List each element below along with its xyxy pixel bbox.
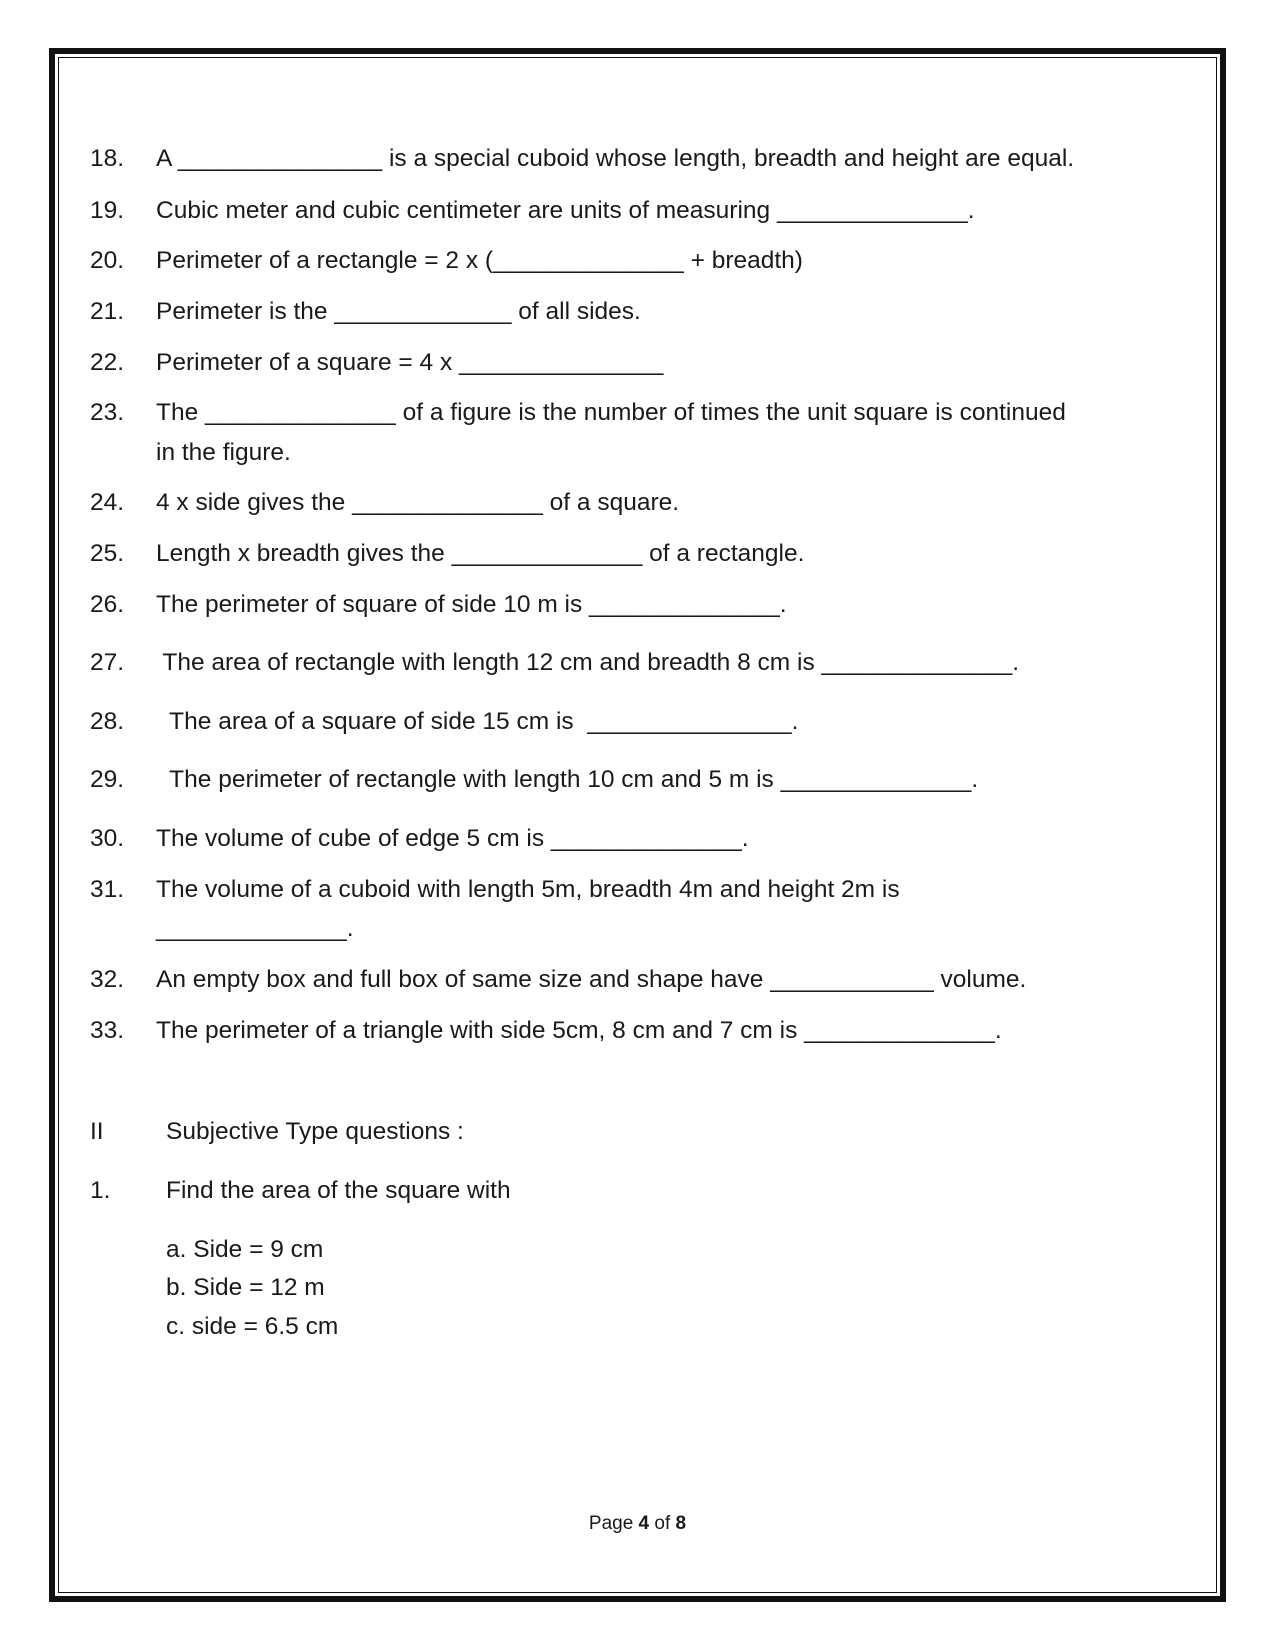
question-text: Perimeter of a rectangle = 2 x (______________ + breadth) <box>156 247 803 274</box>
section-numeral: II <box>90 1118 104 1145</box>
question-number: 20. <box>90 247 125 274</box>
question-text: Cubic meter and cubic centimeter are units of measuring ______________. <box>156 197 975 224</box>
question-text: An empty box and full box of same size and shape have ____________ volume. <box>156 966 1027 993</box>
question-text: A _______________ is a special cuboid whose length, breadth and height are equal. <box>156 145 1075 172</box>
question-number: 22. <box>90 349 125 376</box>
question-text-continued: in the figure. <box>156 439 291 466</box>
sub-part-c: c. side = 6.5 cm <box>166 1313 339 1340</box>
question-number: 32. <box>90 966 125 993</box>
question-number: 25. <box>90 540 125 567</box>
question-number: 18. <box>90 145 125 172</box>
question-text: The perimeter of rectangle with length 10 cm and 5 m is ______________. <box>156 766 979 793</box>
page-footer <box>0 1513 1275 1535</box>
question-text: Length x breadth gives the ______________ of a rectangle. <box>156 540 805 567</box>
question-number: 19. <box>90 197 125 224</box>
section-title: Subjective Type questions : <box>166 1118 464 1145</box>
question-number: 27. <box>90 649 125 676</box>
question-number: 28. <box>90 708 125 735</box>
question-number: 23. <box>90 399 125 426</box>
question-text: The perimeter of a triangle with side 5cm, 8 cm and 7 cm is ______________. <box>156 1017 1002 1044</box>
question-text-continued: ______________. <box>156 915 354 942</box>
question-text: 4 x side gives the ______________ of a square. <box>156 489 680 516</box>
sub-part-b: b. Side = 12 m <box>166 1274 325 1301</box>
question-number: 33. <box>90 1017 125 1044</box>
question-number: 24. <box>90 489 125 516</box>
footer-of: of <box>649 1513 676 1534</box>
question-text: The volume of cube of edge 5 cm is ______________. <box>156 825 749 852</box>
question-number: 21. <box>90 298 125 325</box>
question-number: 29. <box>90 766 125 793</box>
question-text: Perimeter of a square = 4 x _______________ <box>156 349 664 376</box>
question-number: 1. <box>90 1177 111 1204</box>
question-text: Perimeter is the _____________ of all sides. <box>156 298 641 325</box>
question-number: 26. <box>90 591 125 618</box>
question-text: The perimeter of square of side 10 m is ______________. <box>156 591 787 618</box>
question-text: The volume of a cuboid with length 5m, breadth 4m and height 2m is <box>156 876 900 903</box>
footer-total-pages: 8 <box>675 1513 687 1534</box>
question-text: The area of a square of side 15 cm is _______________. <box>156 708 799 735</box>
question-text: The ______________ of a figure is the number of times the unit square is continued <box>156 399 1066 426</box>
question-text: The area of rectangle with length 12 cm and breadth 8 cm is ______________. <box>156 649 1020 676</box>
question-number: 31. <box>90 876 125 903</box>
footer-page-number: 4 <box>638 1513 650 1534</box>
footer-prefix: Page <box>588 1513 639 1534</box>
question-text: Find the area of the square with <box>166 1177 511 1204</box>
sub-part-a: a. Side = 9 cm <box>166 1236 324 1263</box>
question-number: 30. <box>90 825 125 852</box>
